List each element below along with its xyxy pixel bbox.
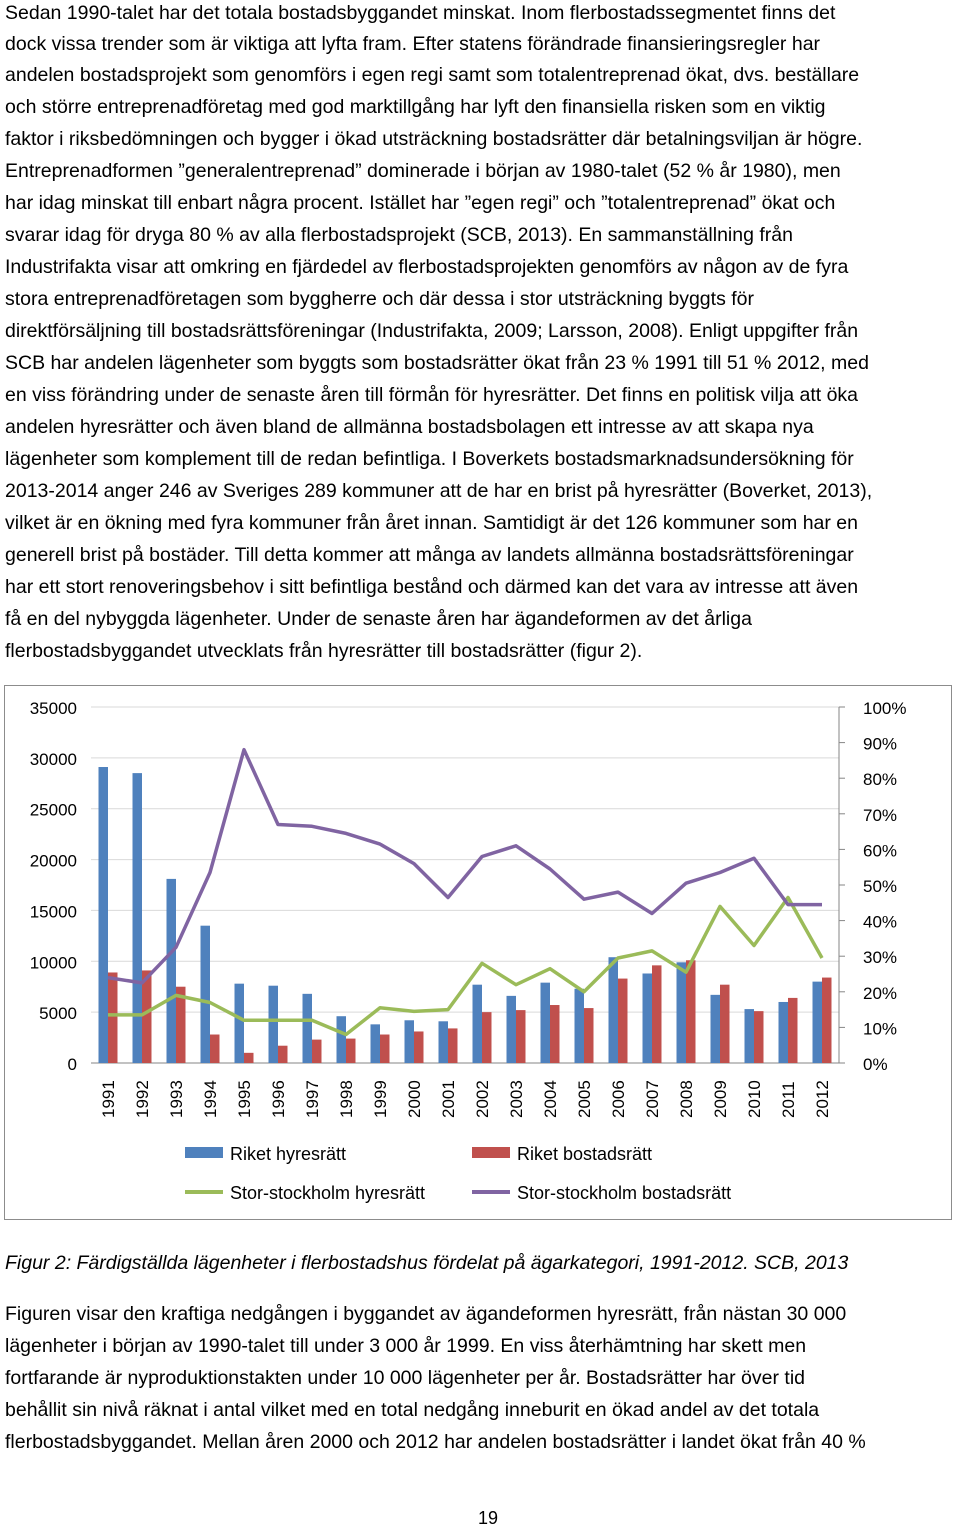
y-tick-label: 5000 — [39, 1004, 77, 1024]
text-line: andelen bostadsprojekt som genomförs i egen regi samt som totalentreprenad ökat, dvs. beställare — [5, 64, 860, 86]
x-tick-label: 2005 — [575, 1080, 594, 1118]
y2-tick-label: 80% — [863, 770, 898, 790]
y-tick-label: 20000 — [29, 851, 77, 871]
bar-blue — [643, 973, 653, 1063]
bar-red — [142, 970, 152, 1063]
y-tick-label: 30000 — [29, 749, 77, 769]
text-line: faktor i riksbedömningen och bygger i ökad utsträckning bostadsrätter där betalningsviljan är högre. — [5, 128, 863, 150]
bar-blue — [677, 962, 687, 1063]
x-tick-label: 2008 — [677, 1080, 696, 1118]
bar-red — [516, 1010, 526, 1063]
bar-red — [278, 1046, 288, 1063]
y-tick-label: 15000 — [29, 902, 77, 922]
bar-blue — [575, 989, 585, 1063]
text-line: stora entreprenadföretagen som byggherre och där dessa i stor utsträckning byggts för — [5, 288, 754, 310]
text-line: direktförsäljning till bostadsrättsföreningar (Industrifakta, 2009; Larsson, 2008). Enligt uppgifter från — [5, 320, 859, 342]
bar-red — [584, 1008, 594, 1063]
y2-tick-label: 90% — [863, 734, 898, 754]
bar-red — [380, 1035, 390, 1063]
bar-red — [618, 979, 628, 1063]
bar-blue — [439, 1021, 449, 1063]
text-line: vilket är en ökning med fyra kommuner från året innan. Samtidigt är det 126 kommuner som har en — [5, 512, 858, 534]
x-tick-label: 1998 — [337, 1080, 356, 1118]
bar-red — [108, 972, 118, 1063]
y-tick-label: 35000 — [29, 699, 77, 718]
text-line: flerbostadsbyggandet utvecklats från hyresrätter till bostadsrätter (figur 2). — [5, 640, 643, 662]
text-line: Sedan 1990-talet har det totala bostadsbyggandet minskat. Inom flerbostadssegmentet finns det — [5, 2, 836, 24]
y2-tick-label: 0% — [863, 1055, 888, 1074]
x-tick-label: 2002 — [473, 1080, 492, 1118]
page-number: 19 — [477, 1508, 499, 1528]
bar-blue — [541, 983, 551, 1063]
legend-label: Riket bostadsrätt — [517, 1144, 653, 1164]
bar-red — [448, 1028, 458, 1063]
bar-blue — [813, 982, 823, 1063]
text-line: Industrifakta visar att omkring en fjärdedel av flerbostadsprojekten genomförs av någon av de fyra — [5, 256, 849, 278]
y2-tick-label: 20% — [863, 983, 898, 1003]
text-line: dock vissa trender som är viktiga att lyfta fram. Efter statens förändrade finansieringsregler har — [5, 33, 821, 55]
bar-red — [822, 978, 832, 1063]
y-tick-label: 10000 — [29, 953, 77, 973]
x-tick-label: 2001 — [439, 1080, 458, 1118]
y-tick-label: 25000 — [29, 800, 77, 820]
bar-red — [244, 1053, 254, 1063]
text-line: Figuren visar den kraftiga nedgången i byggandet av ägandeformen hyresrätt, från nästan 30 000 — [5, 1303, 847, 1325]
y2-tick-label: 40% — [863, 912, 898, 932]
chart-svg — [5, 686, 950, 1218]
legend-label: Riket hyresrätt — [230, 1144, 347, 1164]
text-line: flerbostadsbyggandet. Mellan åren 2000 och 2012 har andelen bostadsrätter i landet ökat från 40 % — [5, 1431, 866, 1453]
bar-blue — [99, 767, 109, 1063]
bar-blue — [167, 879, 177, 1063]
x-tick-label: 1993 — [167, 1080, 186, 1118]
x-tick-label: 2000 — [405, 1080, 424, 1118]
x-tick-label: 1999 — [371, 1080, 390, 1118]
bar-blue — [609, 957, 619, 1063]
bar-blue — [201, 926, 211, 1063]
bar-blue — [303, 994, 313, 1063]
bar-blue — [507, 996, 517, 1063]
x-tick-label: 2006 — [609, 1080, 628, 1118]
x-tick-label: 2003 — [507, 1080, 526, 1118]
y2-tick-label: 50% — [863, 877, 898, 896]
bar-blue — [473, 985, 483, 1063]
bar-blue — [133, 773, 143, 1063]
text-line: Entreprenadformen ”generalentreprenad” dominerade i början av 1980-talet (52 % år 1980), men — [5, 160, 841, 182]
x-tick-label: 1995 — [235, 1080, 254, 1118]
bar-red — [686, 960, 696, 1063]
y2-tick-label: 60% — [863, 841, 898, 861]
text-line: och större entreprenadföretag med god marktillgång har lyft den finansiella risken som en viktig — [5, 96, 826, 118]
text-line: lägenheter som komplement till de redan befintliga. I Boverkets bostadsmarknadsundersökning för — [5, 448, 854, 470]
bar-blue — [711, 995, 721, 1063]
bar-red — [788, 998, 798, 1063]
x-tick-label: 1991 — [99, 1080, 118, 1118]
bar-red — [754, 1011, 764, 1063]
x-tick-label: 2010 — [745, 1080, 764, 1118]
y-tick-label: 0 — [67, 1055, 77, 1074]
x-tick-label: 2007 — [643, 1080, 662, 1118]
legend-label: Stor-stockholm bostadsrätt — [517, 1183, 732, 1203]
x-tick-label: 2009 — [711, 1080, 730, 1118]
bar-blue — [779, 1002, 789, 1063]
legend-label: Stor-stockholm hyresrätt — [230, 1183, 426, 1203]
bar-blue — [269, 986, 279, 1063]
bar-red — [720, 985, 730, 1063]
bar-red — [482, 1012, 492, 1063]
bar-red — [550, 1005, 560, 1063]
series-line-purple — [108, 750, 822, 983]
text-line: lägenheter i början av 1990-talet till under 3 000 år 1999. En viss återhämtning har skett men — [5, 1335, 807, 1357]
x-tick-label: 2004 — [541, 1080, 560, 1118]
text-line: andelen hyresrätter och även bland de allmänna bostadsbolagen ett intresse av att skapa nya — [5, 416, 814, 438]
body-paragraph — [5, 1298, 960, 1458]
bar-red — [652, 965, 662, 1063]
figure-caption: Figur 2: Färdigställda lägenheter i flerbostadshus fördelat på ägarkategori, 1991-2012. SCB, 2013 — [5, 1252, 849, 1274]
text-line: generell brist på bostäder. Till detta kommer att många av landets allmänna bostadsrättsföreningar — [5, 544, 854, 566]
y2-tick-label: 10% — [863, 1019, 898, 1039]
legend-swatch-blue — [185, 1147, 223, 1158]
text-line: få en del nybyggda lägenheter. Under de senaste åren har ägandeformen av det årliga — [5, 608, 752, 630]
y2-tick-label: 30% — [863, 948, 898, 968]
text-line: behållit sin nivå räknat i antal vilket med en total nedgång inneburit en ökad andel av det totala — [5, 1399, 820, 1421]
bar-red — [312, 1040, 322, 1063]
x-tick-label: 2011 — [779, 1081, 798, 1118]
legend-swatch-red — [472, 1147, 510, 1158]
bar-blue — [235, 984, 245, 1063]
x-tick-label: 1997 — [303, 1080, 322, 1118]
text-line: har idag minskat till enbart några procent. Istället har ”egen regi” och ”totalentreprenad” ökat och — [5, 192, 836, 214]
text-line: fortfarande är nyproduktionstakten under 10 000 lägenheter per år. Bostadsrätter har över tid — [5, 1367, 805, 1389]
text-line: svarar idag för dryga 80 % av alla flerbostadsprojekt (SCB, 2013). En sammanställning från — [5, 224, 793, 246]
bar-red — [414, 1031, 424, 1063]
text-line: en viss förändring under de senaste åren till förmån för hyresrätter. Det finns en politisk vilja att öka — [5, 384, 859, 406]
y2-tick-label: 70% — [863, 805, 898, 825]
y2-tick-label: 100% — [863, 699, 907, 718]
bar-blue — [371, 1024, 381, 1063]
text-line: har ett stort renoveringsbehov i sitt befintliga bestånd och därmed kan det vara av intresse att även — [5, 576, 859, 598]
bar-red — [346, 1039, 356, 1063]
text-line: SCB har andelen lägenheter som byggts som bostadsrätter ökat från 23 % 1991 till 51 % 2012, med — [5, 352, 869, 374]
bar-red — [210, 1035, 220, 1063]
x-tick-label: 1994 — [201, 1080, 220, 1118]
bar-blue — [405, 1020, 415, 1063]
figure-2-chart — [4, 685, 952, 1220]
x-tick-label: 1992 — [133, 1080, 152, 1118]
x-tick-label: 1996 — [269, 1080, 288, 1118]
bar-blue — [745, 1009, 755, 1063]
intro-paragraph — [5, 0, 960, 670]
x-tick-label: 2012 — [813, 1080, 832, 1118]
text-line: 2013-2014 anger 246 av Sveriges 289 kommuner att de har en brist på hyresrätter (Boverket, 2013), — [5, 480, 873, 502]
bar-blue — [337, 1016, 347, 1063]
